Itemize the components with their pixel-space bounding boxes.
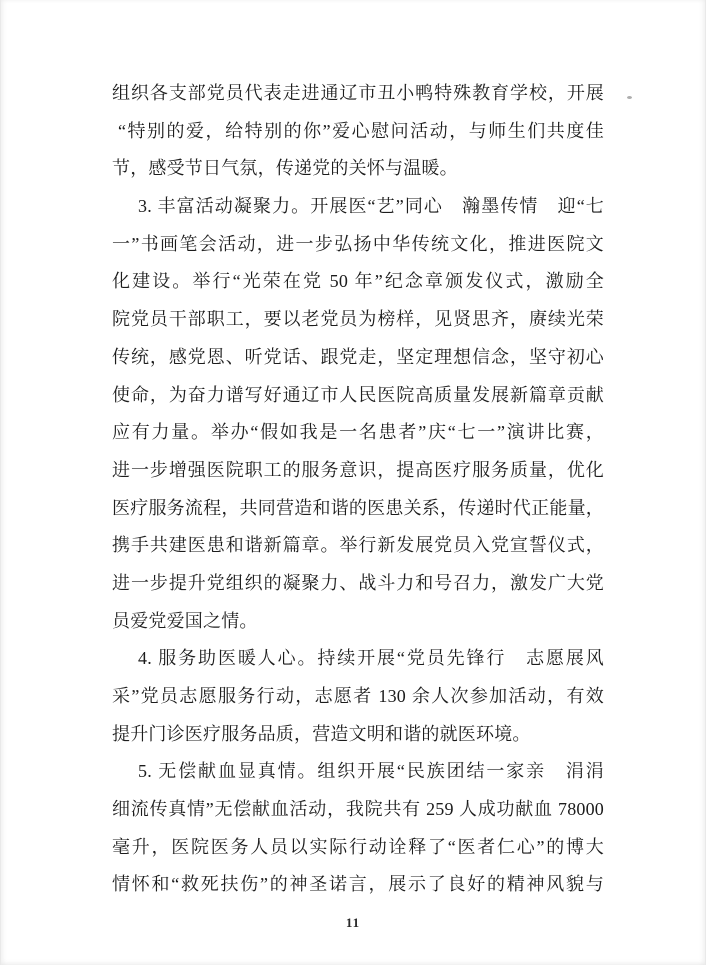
text-line: 组织各支部党员代表走进通辽市丑小鸭特殊教育学校，开展: [112, 83, 604, 103]
text-line: 5. 无偿献血显真情。组织开展“民族团结一家亲 涓涓: [138, 761, 604, 782]
text-line: 携手共建医患和谐新篇章。举行新发展党员入党宣誓仪式，: [112, 535, 604, 556]
text-line: 一”书画笔会活动，进一步弘扬中华传统文化，推进医院文: [112, 233, 604, 254]
text-line: 节，感受节日气氛，传递党的关怀与温暖。: [112, 158, 458, 179]
text-line: 进一步增强医院职工的服务意识，提高医疗服务质量，优化: [112, 459, 604, 480]
text-line: 应有力量。举办“假如我是一名患者”庆“七一”演讲比赛，: [112, 422, 604, 443]
text-line: “特别的爱，给特别的你”爱心慰问活动，与师生们共度佳: [118, 120, 604, 141]
text-line: 院党员干部职工，要以老党员为榜样，见贤思齐，赓续光荣: [112, 309, 604, 330]
body-text: [112, 75, 604, 904]
text-line: 进一步提升党组织的凝聚力、战斗力和号召力，激发广大党: [112, 572, 604, 593]
text-line: 3. 丰富活动凝聚力。开展医“艺”同心 瀚墨传情 迎“七: [138, 196, 604, 217]
text-line: 4. 服务助医暖人心。持续开展“党员先锋行 志愿展风: [138, 648, 604, 669]
text-line: 员爱党爱国之情。: [112, 610, 258, 631]
text-line: 情怀和“救死扶伤”的神圣诺言，展示了良好的精神风貌与: [112, 874, 604, 895]
text-line: 化建设。举行“光荣在党 50 年”纪念章颁发仪式，激励全: [112, 271, 604, 292]
scan-speck: [627, 96, 632, 99]
text-line: 提升门诊医疗服务品质，营造文明和谐的就医环境。: [112, 723, 531, 744]
text-line: 医疗服务流程，共同营造和谐的医患关系，传递时代正能量，: [112, 497, 604, 518]
text-line: 毫升，医院医务人员以实际行动诠释了“医者仁心”的博大: [112, 836, 604, 857]
text-line: 传统，感党恩、听党话、跟党走，坚定理想信念，坚守初心: [112, 346, 604, 367]
text-line: 细流传真情”无偿献血活动，我院共有 259 人成功献血 78000: [112, 799, 604, 820]
page-number: 11: [345, 915, 361, 930]
text-line: 使命，为奋力谱写好通辽市人民医院高质量发展新篇章贡献: [112, 384, 604, 405]
text-line: 采”党员志愿服务行动，志愿者 130 余人次参加活动，有效: [112, 686, 604, 706]
